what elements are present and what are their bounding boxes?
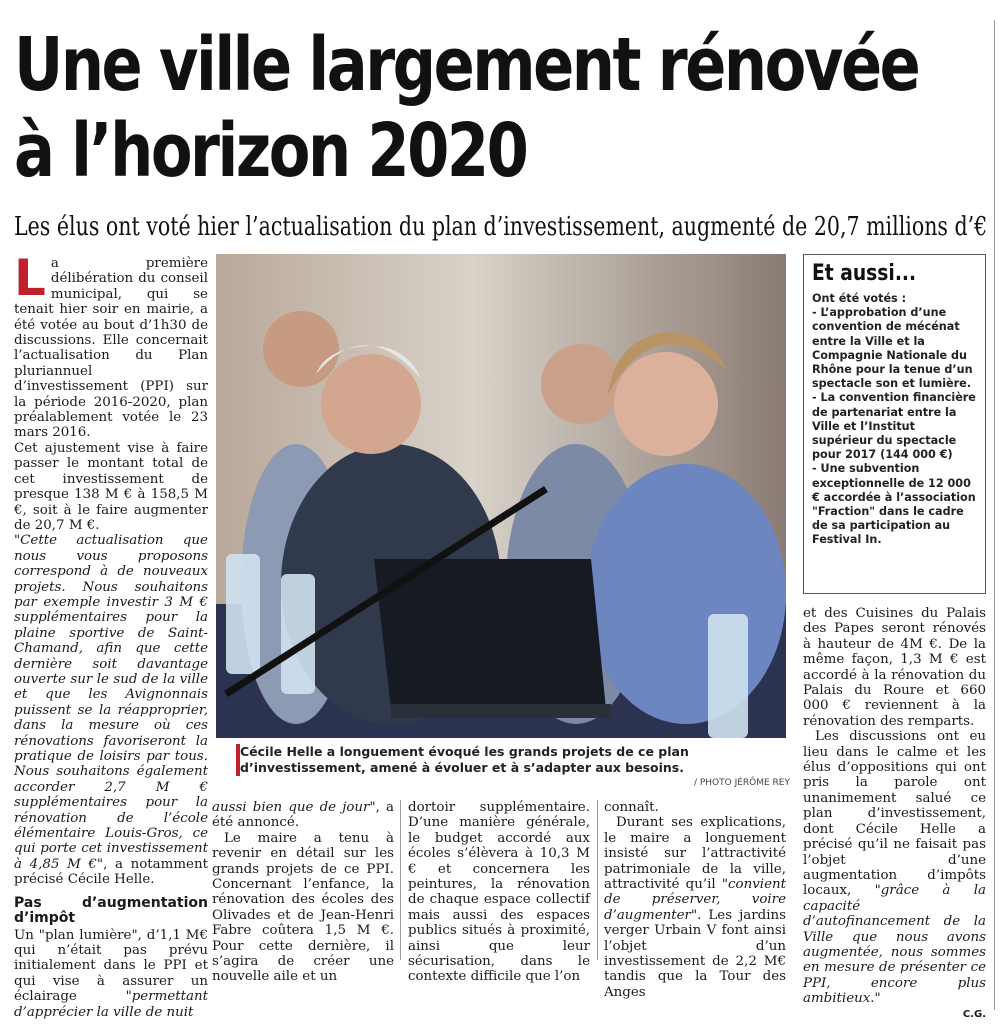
author-signature: C.G. bbox=[962, 1008, 986, 1020]
paragraph: Les discussions ont eu lieu dans le calme et les élus d’oppositions qui ont pris la parole ont unanimement salué ce plan d’investissement, dont Cécile Helle a précisé qu’il ne faisait pas l’objet d’une augmentation d’impôts locaux, "grâce à la capacité d’autofinancement de la Ville que nous avons augmentée, nous sommes en mesure de présenter ce PPI, encore plus ambitieux." bbox=[803, 729, 986, 1007]
article-column-3 bbox=[408, 800, 590, 985]
quote: "grâce à la capacité d’autofinancement de la Ville que nous avons augmentée, nous sommes en mesure de présenter ce PPI, encore plus ambitieux." bbox=[803, 883, 986, 1007]
sidebar-intro: Ont été votés : bbox=[812, 292, 907, 305]
sidebar-item: - L’approbation d’une convention de mécénat entre la Ville et la Compagnie Nationale du Rhône pour la tenue d’un spectacle son et lumière. bbox=[812, 306, 973, 391]
article-column-4 bbox=[604, 800, 786, 1000]
intertitle: Pas d’augmentation d’impôt bbox=[14, 894, 208, 926]
drop-cap: L bbox=[14, 249, 46, 307]
press-photo bbox=[216, 254, 786, 738]
sidebar-item: - Une subvention exceptionnelle de 12 000 € accordée à l’association "Fraction" dans le cadre de sa participation au Festival In. bbox=[812, 462, 976, 547]
paragraph: Le maire a tenu à revenir en détail sur les grands projets de ce PPI. Concernant l’enfance, la rénovation des écoles des Olivades et de Jean-Henri Fabre coûtera 1,5 M €. Pour cette dernière, il s’agira de créer une nouvelle aile et un bbox=[212, 830, 394, 985]
paragraph: Un "plan lumière", d’1,1 M€ qui n’était pas prévu initialement dans le PPI et qui vise à assurer un éclairage "permettant d’apprécier la ville de nuit bbox=[14, 927, 208, 1020]
paragraph: connaît. bbox=[604, 800, 659, 815]
quote: "convient de préserver, voire d’augmenter" bbox=[604, 877, 786, 923]
paragraph: et des Cuisines du Palais des Papes seront rénovés à hauteur de 4M €. De la même façon, 1,3 M € est accordé à la rénovation du Palais du Roure et 660 000 € reviennent à la rénovation des remparts. bbox=[803, 606, 986, 729]
paragraph: La première délibération du conseil municipal, qui se tenait hier soir en mairie, a été votée au bout d’1h30 de discussions. Elle concernait l’actualisation du Plan pluriannuel d’investissement (PPI) sur la période 2016-2020, plan préalablement votée le 23 mars 2016. bbox=[14, 249, 208, 441]
paragraph: aussi bien que de jour", a été annoncé. bbox=[212, 800, 395, 831]
headline bbox=[14, 22, 919, 194]
sidebar-title: Et aussi... bbox=[812, 261, 917, 286]
headline-line-1: Une ville largement rénovée bbox=[14, 22, 919, 108]
photo-caption: Cécile Helle a longuement évoqué les grands projets de ce plan d’investissement, amené à évoluer et à s’adapter aux besoins. bbox=[240, 744, 689, 775]
quote: "permettant d’apprécier la ville de nuit bbox=[14, 989, 208, 1020]
headline-line-2: à l’horizon 2020 bbox=[14, 108, 527, 194]
paragraph: dortoir supplémentaire. D’une manière générale, le budget accordé aux écoles s’élèvera à 10,3 M € et concernera les peintures, la rénovation de chaque espace collectif mais aussi des espaces publics situés à proximité, ainsi que leur sécurisation, dans le contexte difficile que l’on bbox=[408, 800, 590, 985]
paragraph: "Cette actualisation que nous vous proposons correspond à de nouveaux projets. Nous souhaitons par exemple investir 3 M € supplémentaires pour la plaine sportive de Saint-Chamand, afin que cette dernière soit davantage ouverte sur le sud de la ville et que les Avignonnais puissent se la réapproprier, dans la mesure où ces rénovations favoriseront la pratique de loisirs par tous. Nous souhaitons également accorder 2,7 M € supplémentaires pour la rénovation de l’école élémentaire Louis-Gros, ce qui porte cet investissement à 4,85 M €", a notamment précisé Cécile Helle. bbox=[14, 533, 208, 888]
paragraph: Cet ajustement vise à faire passer le montant total de cet investissement de presque 138 M € à 158,5 M €, soit à le faire augmenter de 20,7 M €. bbox=[14, 440, 208, 533]
quote: "Cette actualisation que nous vous proposons correspond à de nouveaux projets. Nous souhaitons par exemple investir 3 M € supplémentaires pour la plaine sportive de Saint-Chamand, afin que cette dernière soit davantage ouverte sur le sud de la ville et que les Avignonnais puissent se la réapproprier, dans la mesure où ces rénovations favoriseront la pratique de loisirs par tous. Nous souhaitons également accorder 2,7 M € supplémentaires pour la rénovation de l’école élémentaire Louis-Gros, ce qui porte cet investissement à 4,85 M €" bbox=[14, 533, 208, 872]
column-divider bbox=[597, 800, 598, 960]
article-column-2 bbox=[212, 800, 394, 985]
sidebar-item: - La convention financière de partenariat entre la Ville et l’Institut supérieur du spectacle pour 2017 (144 000 €) bbox=[812, 391, 976, 462]
sidebar-box bbox=[803, 254, 986, 594]
photo-credit: / PHOTO JÉRÔME REY bbox=[693, 778, 790, 788]
quote: aussi bien que de jour" bbox=[212, 800, 376, 815]
paragraph: Durant ses explications, le maire a longuement insisté sur l’attractivité patrimoniale de la ville, attractivité qu’il "convient de préserver, voire d’augmenter". Les jardins verger Urbain V font ainsi l’objet d’un investissement de 2,2 M€ tandis que la Tour des Anges bbox=[604, 815, 786, 1000]
column-divider bbox=[400, 800, 401, 960]
subtitle: Les élus ont voté hier l’actualisation du plan d’investissement, augmenté de 20,7 millions d’€ bbox=[14, 212, 988, 242]
photo-illustration bbox=[216, 254, 786, 738]
page-edge-rule bbox=[994, 20, 995, 1010]
article-column-1 bbox=[14, 249, 208, 1020]
sidebar-body bbox=[812, 292, 977, 548]
article-column-5 bbox=[803, 606, 986, 1022]
